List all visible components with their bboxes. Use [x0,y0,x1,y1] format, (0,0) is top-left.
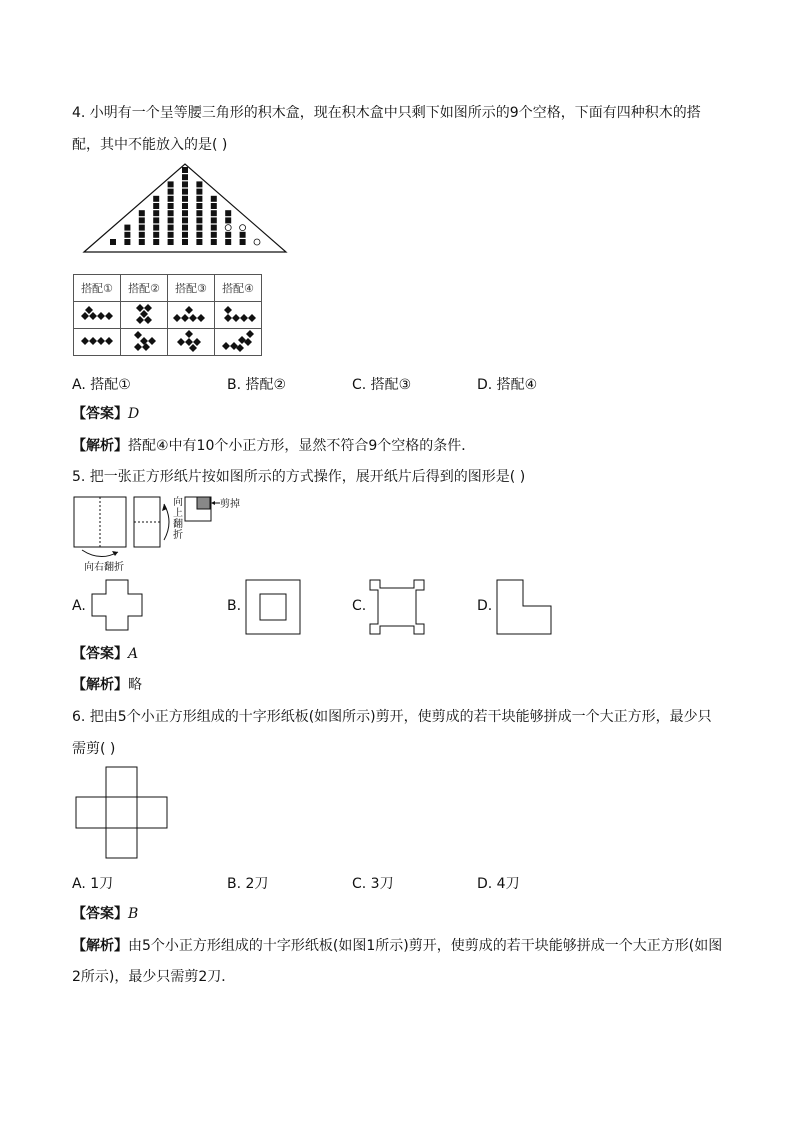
table-header-4: 搭配④ [215,275,262,302]
pattern-2a [121,302,168,329]
q5-option-a-shape [90,578,150,638]
q5-option-b-shape [244,578,304,638]
answer-label: 【答案】 [72,906,128,922]
analysis-text: 搭配④中有10个小正方形，显然不符合9个空格的条件． [128,438,476,454]
analysis-label: 【解析】 [72,938,128,954]
pattern-1a [74,302,121,329]
q5-option-b: B. [227,598,242,614]
table-header-2: 搭配② [121,275,168,302]
q5-cut-label: 剪掉 [220,499,240,510]
q6-option-b: B. 2刀 [227,876,269,892]
q6-answer [72,905,138,923]
q4-answer [72,405,139,423]
table-header-1: 搭配① [74,275,121,302]
answer-value: A [128,646,139,662]
q5-text-line1: 5. 把一张正方形纸片按如图所示的方式操作，展开纸片后得到的图形是( ) [72,469,526,485]
q4-triangle-figure [82,162,292,257]
q4-option-c: C. 搭配③ [352,377,412,393]
q6-analysis-line2: 2所示)，最少只需剪2刀． [72,969,236,985]
pattern-4b [215,329,262,356]
q6-analysis-line1 [72,937,722,955]
q6-option-a: A. 1刀 [72,876,114,892]
q5-answer [72,645,138,663]
q4-analysis [72,437,475,455]
q5-fold-right-label: 向右翻折 [84,562,124,573]
analysis-label: 【解析】 [72,677,128,693]
analysis-text: 由5个小正方形组成的十字形纸板(如图1所示)剪开，使剪成的若干块能够拼成一个大正方形(如图 [128,938,723,954]
pattern-3a [168,302,215,329]
q5-option-a: A. [72,598,86,614]
q5-fold-up-label: 向上翻折 [173,497,183,541]
q4-option-d: D. 搭配④ [477,377,538,393]
analysis-label: 【解析】 [72,438,128,454]
q5-option-d-shape [495,578,555,638]
q4-option-b: B. 搭配② [227,377,287,393]
answer-value: B [128,906,139,922]
q6-option-d: D. 4刀 [477,876,520,892]
q6-cross-figure [75,766,175,866]
q5-option-c: C. [352,598,367,614]
answer-label: 【答案】 [72,406,128,422]
q4-pattern-table [73,274,262,356]
analysis-text: 略 [128,677,142,693]
q6-text-line2: 需剪( ) [72,741,116,757]
q5-analysis [72,676,142,694]
q4-option-a: A. 搭配① [72,377,131,393]
pattern-1b [74,329,121,356]
pattern-2b [121,329,168,356]
answer-value: D [128,406,140,422]
q5-option-c-shape [368,578,428,638]
q4-text-line2: 配，其中不能放入的是( ) [72,137,228,153]
q5-option-d: D. [477,598,493,614]
q6-option-c: C. 3刀 [352,876,394,892]
answer-label: 【答案】 [72,646,128,662]
pattern-4a [215,302,262,329]
q4-text-line1: 4. 小明有一个呈等腰三角形的积木盒，现在积木盒中只剩下如图所示的9个空格，下面有四种积木的搭 [72,105,701,121]
pattern-3b [168,329,215,356]
q6-text-line1: 6. 把由5个小正方形组成的十字形纸板(如图所示)剪开，使剪成的若干块能够拼成一个大正方形，最少只 [72,709,712,725]
table-header-3: 搭配③ [168,275,215,302]
